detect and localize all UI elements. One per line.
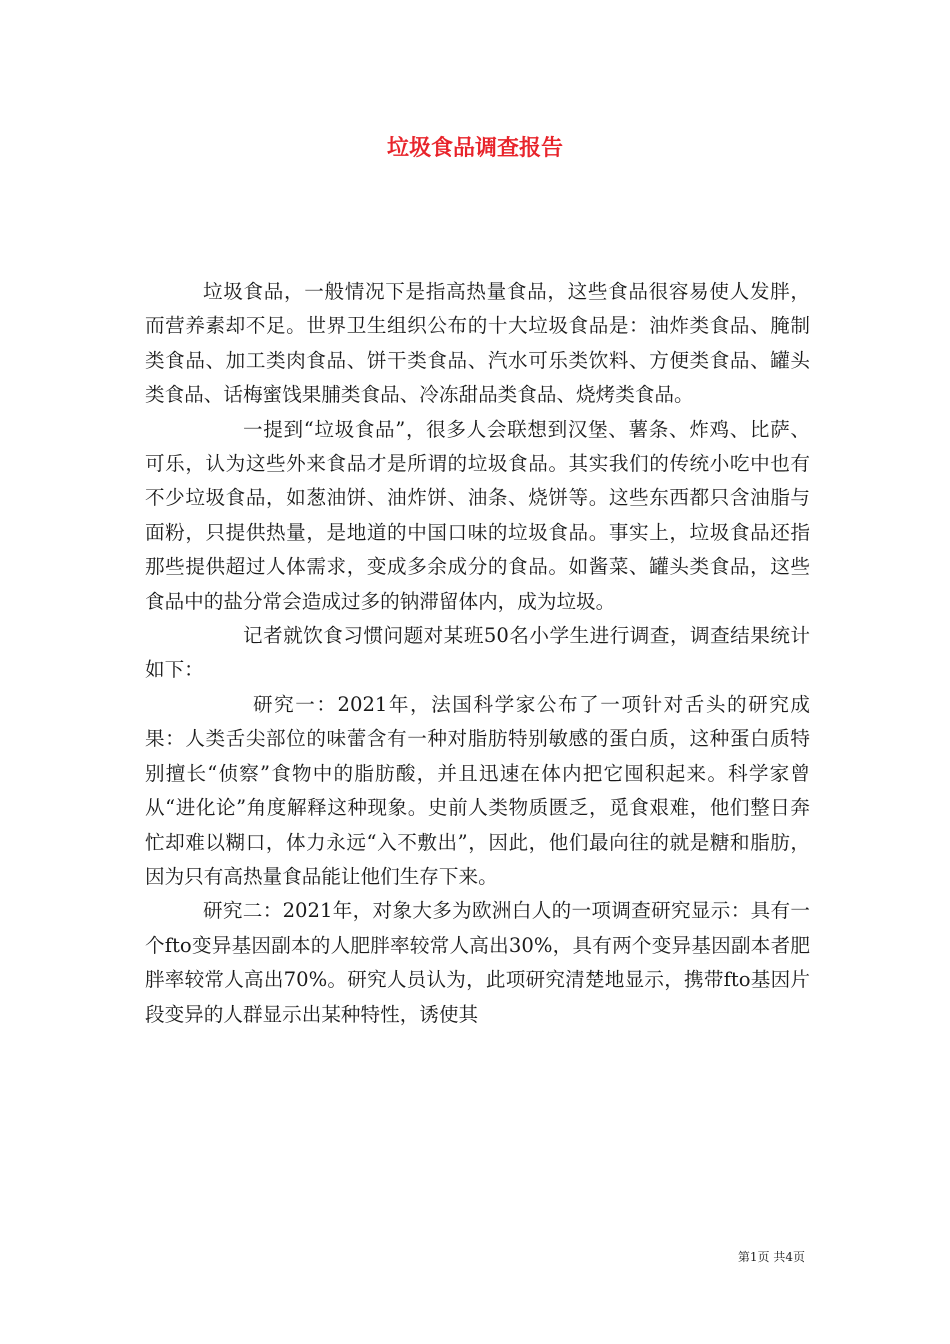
- paragraph-survey: 记者就饮食习惯问题对某班50名小学生进行调查，调查结果统计如下：: [145, 624, 810, 682]
- paragraph-traditional-snacks: 一提到“垃圾食品”，很多人会联想到汉堡、薯条、炸鸡、比萨、可乐，认为这些外来食品才是所谓的垃圾食品。其实我们的传统小吃中也有不少垃圾食品，如葱油饼、油炸饼、油条、烧饼等。这些东西都只含油脂与面粉，只提供热量，是地道的中国口味的垃圾食品。事实上，垃圾食品还指那些提供超过人体需求，变成多余成分的食品。如酱菜、罐头类食品，这些食品中的盐分常会造成过多的钠滞留体内，成为垃圾。: [145, 417, 810, 613]
- page-number: 第1页 共4页: [737, 1250, 805, 1264]
- paragraph-study-one: 研究一：2021年，法国科学家公布了一项针对舌头的研究成果：人类舌尖部位的味蕾含有一种对脂肪特别敏感的蛋白质，这种蛋白质特别擅长“侦察”食物中的脂肪酸，并且迅速在体内把它囤积起来。科学家曾从“进化论”角度解释这种现象。史前人类物质匮乏，觅食艰难，他们整日奔忙却难以糊口，体力永远“入不敷出”，因此，他们最向往的就是糖和脂肪，因为只有高热量食品能让他们生存下来。: [145, 692, 810, 888]
- document-title: 垃圾食品调查报告: [386, 135, 563, 161]
- paragraph-intro: 垃圾食品，一般情况下是指高热量食品，这些食品很容易使人发胖，而营养素却不足。世界卫生组织公布的十大垃圾食品是：油炸类食品、腌制类食品、加工类肉食品、饼干类食品、汽水可乐类饮料、方便类食品、罐头类食品、话梅蜜饯果脯类食品、冷冻甜品类食品、烧烤类食品。: [145, 280, 810, 407]
- paragraph-study-two: 研究二：2021年，对象大多为欧洲白人的一项调查研究显示：具有一个fto变异基因副本的人肥胖率较常人高出30%，具有两个变异基因副本者肥胖率较常人高出70%。研究人员认为，此项研究清楚地显示，携带fto基因片段变异的人群显示出某种特性，诱使其: [145, 899, 810, 1026]
- document-body: [145, 275, 810, 1032]
